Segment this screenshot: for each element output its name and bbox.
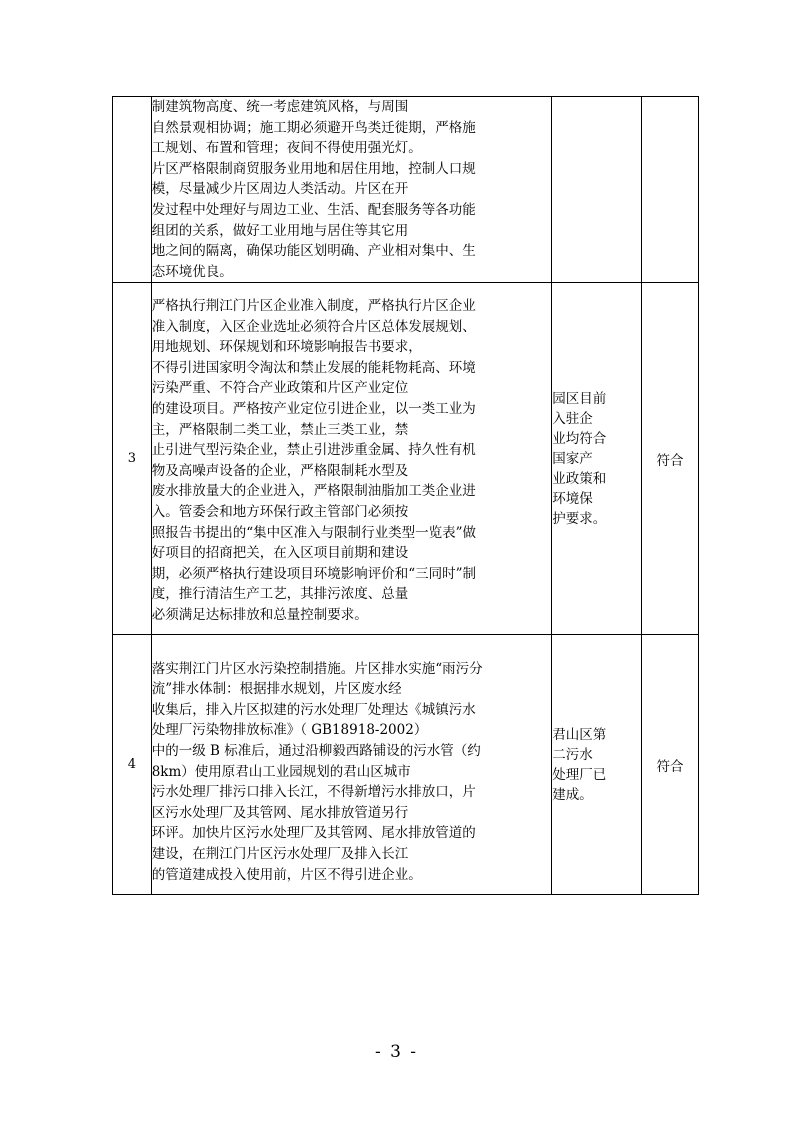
- text-line: 用地规划、环保规划和环境影响报告书要求，: [151, 339, 422, 356]
- text-line: 制建筑物高度、统一考虑建筑风格，与周围: [151, 99, 409, 115]
- text-line: 物及高噪声设备的企业，严格限制耗水型及: [151, 462, 409, 479]
- text-line: 护要求。: [552, 510, 607, 527]
- text-line: 建成。: [552, 786, 593, 803]
- text-line: 主，严格限制二类工业，禁止三类工业，禁: [151, 421, 409, 438]
- text-line: 处理厂污染物排放标准》（ GB18918-2002）: [151, 722, 428, 739]
- page-number: - 3 -: [374, 1042, 419, 1062]
- text-line: 组团的关系，做好工业用地与居住等其它用: [151, 222, 409, 239]
- text-line: 期，必须严格执行建设项目环境影响评价和“三同时”制: [151, 565, 477, 582]
- text-line: 严格执行荆江门片区企业准入制度，严格执行片区企业: [151, 298, 476, 315]
- text-line: 污染严重、不符合产业政策和片区产业定位: [151, 380, 409, 397]
- text-line: 8km）使用原君山工业园规划的君山区城市: [151, 763, 411, 780]
- text-line: 落实荆江门片区水污染控制措施。片区排水实施“雨污分: [151, 660, 483, 677]
- row-number: 3: [113, 283, 152, 635]
- text-line: 发过程中处理好与周边工业、生活、配套服务等各功能: [151, 201, 476, 218]
- requirement-cell: [151, 635, 552, 895]
- text-line: 中的一级 B 标准后，通过沿柳毅西路铺设的污水管（约: [151, 742, 481, 759]
- text-line: 自然景观相协调；施工期必须避开鸟类迁徙期，严格施: [151, 119, 476, 136]
- result-cell: 符合: [641, 283, 698, 635]
- requirement-cell: [151, 283, 552, 635]
- result-cell: 符合: [641, 635, 698, 895]
- table-row: [113, 635, 699, 895]
- text-line: 地之间的隔离，确保功能区划明确、产业相对集中、生: [151, 243, 476, 260]
- text-line: 入驻企: [552, 410, 593, 427]
- implementation-cell: [552, 283, 642, 635]
- row-number: 4: [113, 635, 152, 895]
- text-line: 片区严格限制商贸服务业用地和居住用地，控制人口规: [151, 160, 476, 177]
- text-line: 不得引进国家明令淘汰和禁止发展的能耗物耗高、环境: [151, 359, 476, 376]
- text-line: 收集后，排入片区拟建的污水处理厂处理达《城镇污水: [151, 701, 476, 718]
- table-row: [113, 283, 699, 635]
- text-line: 区污水处理厂及其管网、尾水排放管道另行: [151, 804, 409, 821]
- text-line: 的管道建成投入使用前，片区不得引进企业。: [151, 866, 422, 883]
- text-line: 的建设项目。严格按产业定位引进企业，以一类工业为: [151, 401, 476, 418]
- text-line: 君山区第: [552, 726, 607, 743]
- implementation-cell: [552, 97, 642, 283]
- text-line: 业均符合: [552, 430, 607, 447]
- text-line: 处理厂已: [552, 766, 607, 783]
- result-cell: [641, 97, 698, 283]
- text-line: 准入制度，入区企业选址必须符合片区总体发展规划、: [151, 318, 476, 335]
- text-line: 好项目的招商把关，在入区项目前期和建设: [151, 545, 409, 562]
- text-line: 国家产: [552, 450, 593, 467]
- text-line: 必须满足达标排放和总量控制要求。: [151, 607, 368, 623]
- text-line: 业政策和: [552, 470, 607, 487]
- text-line: 环境保: [552, 490, 593, 507]
- text-line: 态环境优良。: [151, 263, 233, 280]
- text-line: 废水排放量大的企业进入，严格限制油脂加工类企业进: [151, 483, 476, 500]
- text-line: 度，推行清洁生产工艺，其排污浓度、总量: [151, 586, 409, 603]
- text-line: 二污水: [552, 746, 593, 763]
- implementation-cell: [552, 635, 642, 895]
- text-line: 环评。加快片区污水处理厂及其管网、尾水排放管道的: [151, 825, 476, 842]
- text-line: 污水处理厂排污口排入长江，不得新增污水排放口，片: [151, 784, 476, 801]
- compliance-table: [112, 96, 699, 895]
- text-line: 园区目前: [552, 390, 607, 407]
- row-number: [113, 97, 152, 283]
- text-line: 工规划、布置和管理；夜间不得使用强光灯。: [151, 140, 422, 157]
- text-line: 模，尽量减少片区周边人类活动。片区在开: [151, 181, 409, 198]
- text-line: 照报告书提出的“集中区准入与限制行业类型一览表”做: [151, 524, 477, 541]
- text-line: 流”排水体制：根据排水规划，片区废水经: [151, 681, 402, 698]
- text-line: 建设，在荆江门片区污水处理厂及排入长江: [151, 845, 409, 862]
- table-row: [113, 97, 699, 283]
- text-line: 止引进气型污染企业，禁止引进涉重金属、持久性有机: [151, 442, 476, 459]
- requirement-cell: [151, 97, 552, 283]
- text-line: 入。管委会和地方环保行政主管部门必须按: [151, 504, 409, 521]
